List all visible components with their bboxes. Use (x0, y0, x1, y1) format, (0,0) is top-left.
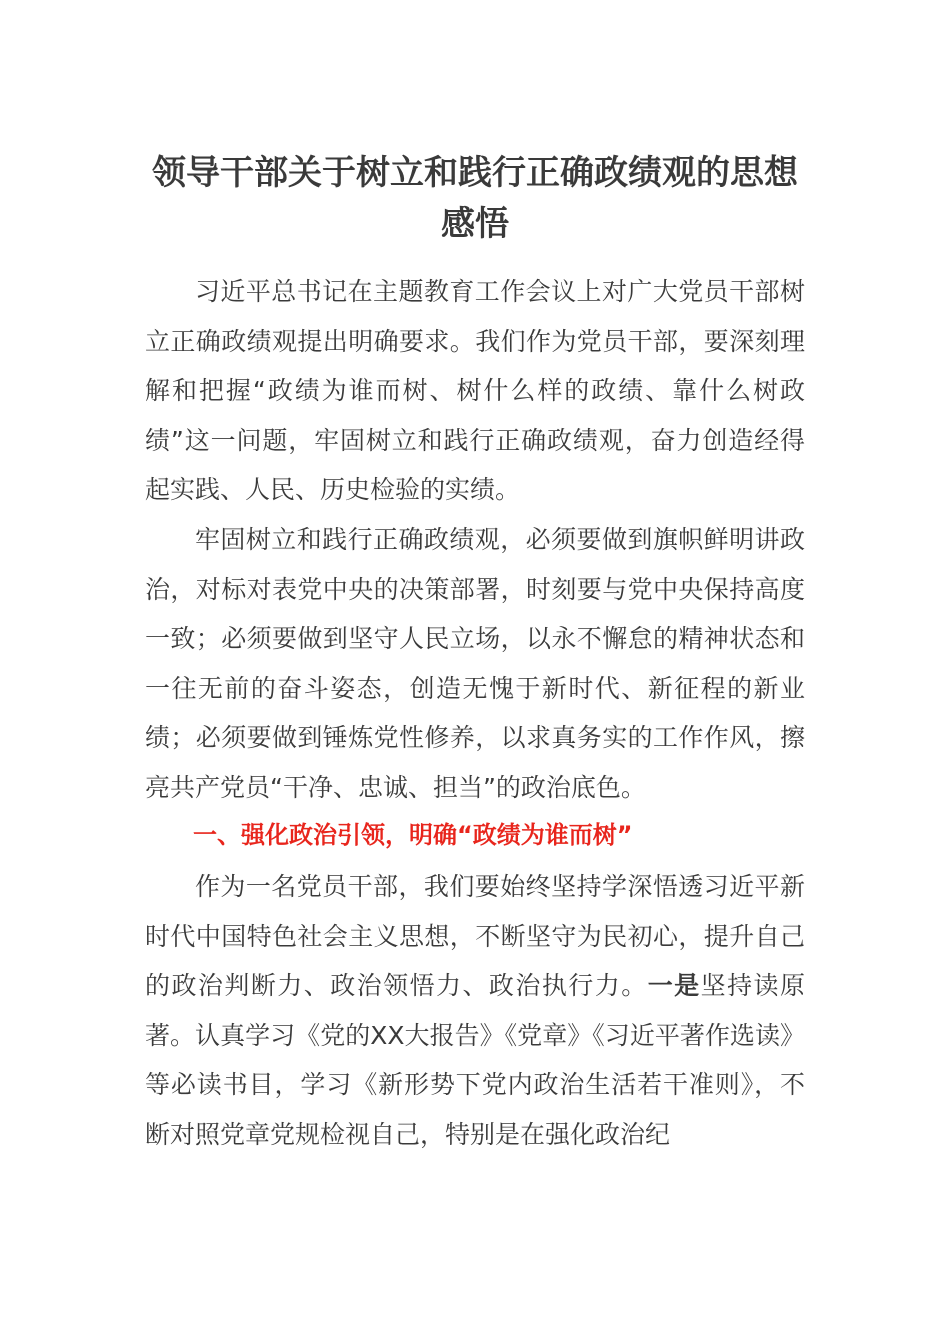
section1-text-after: 坚持读原著。认真学习《党的XX大报告》《党章》《习近平著作选读》等必读书目，学习《新形势下党内政治生活若干准则》，不断对照党章党规检视自己，特别是在强化政治纪 (145, 971, 805, 1149)
paragraph-section1 (145, 862, 805, 1159)
document-title: 领导干部关于树立和践行正确政绩观的思想感悟 (152, 153, 798, 244)
section-heading-1: 一、强化政治引领，明确“政绩为谁而树” (193, 821, 633, 849)
section1-bold-lead: 一是 (647, 971, 701, 1000)
paragraph-requirements: 牢固树立和践行正确政绩观，必须要做到旗帜鲜明讲政治，对标对表党中央的决策部署，时刻要与党中央保持高度一致；必须要做到坚守人民立场，以永不懈怠的精神状态和一往无前的奋斗姿态，创造无愧于新时代、新征程的新业绩；必须要做到锤炼党性修养，以求真务实的工作作风，擦亮共产党员“干净、忠诚、担当”的政治底色。 (145, 525, 805, 802)
section1-text-before: 作为一名党员干部，我们要始终坚持学深悟透习近平新时代中国特色社会主义思想，不断坚守为民初心，提升自己的政治判断力、政治领悟力、政治执行力。 (145, 872, 805, 1000)
paragraph-intro: 习近平总书记在主题教育工作会议上对广大党员干部树立正确政绩观提出明确要求。我们作为党员干部，要深刻理解和把握“政绩为谁而树、树什么样的政绩、靠什么树政绩”这一问题，牢固树立和践行正确政绩观，奋力创造经得起实践、人民、历史检验的实绩。 (145, 277, 805, 504)
